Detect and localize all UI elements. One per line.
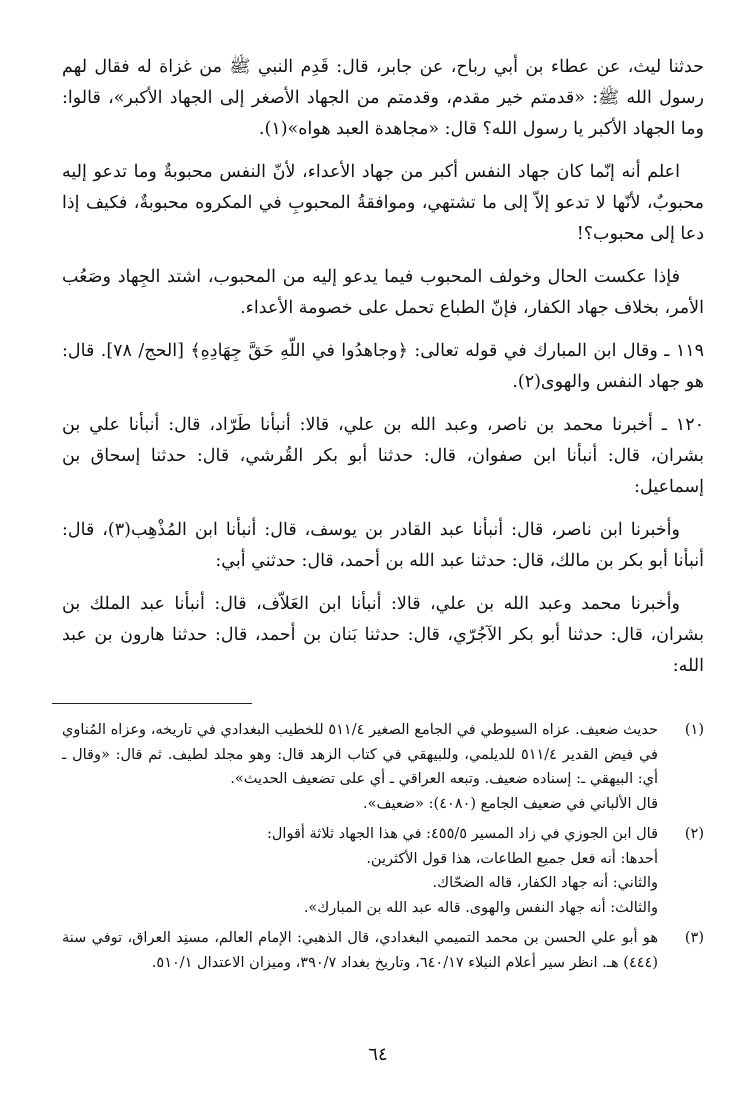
footnote-text: والثاني: أنه جهاد الكفار، قاله الضحّاك. [432, 875, 658, 891]
main-text [62, 52, 704, 694]
footnote-text: حديث ضعيف. عزاه السيوطي في الجامع الصغير ٥١١/٤ للخطيب البغدادي في تاريخه، وعزاه المُناوي في فيض القدير ٥١١/٤ للديلمي، وللبيهقي في كتاب الزهد قال: وهو مجلد لطيف. ثم قال: «وقال ـ أي: البيهقي ـ: إسناده ضعيف. وتبعه العراقي ـ أي على تضعيف الحديث». [62, 722, 658, 787]
footnote-number: (٢) [684, 826, 704, 842]
footnotes [62, 718, 704, 981]
footnote-text: أحدها: أنه فعل جميع الطاعات، هذا قول الأكثرين. [366, 850, 658, 867]
footnote-text: هو أبو علي الحسن بن محمد التميمي البغدادي، قال الذهبي: الإمام العالم، مسنِد العراق، توفي سنة (٤٤٤) هـ. انظر سير أعلام النبلاء ٦٤٠/١٧، وتاريخ بغداد ٣٩٠/٧، وميزان الاعتدال ٥١٠/١. [62, 930, 658, 971]
footnote-number: (١) [684, 722, 704, 738]
paragraph-explanation: اعلم أنه إنّما كان جهاد النفس أكبر من جهاد الأعداء، لأنّ النفس محبوبةٌ وما تدعو إليه محبوبٌ، لأنّها لا تدعو إلاّ إلى ما تشتهي، وموافقةُ المحبوبِ في المكروه محبوبةٌ، فكيف إذا دعا إلى محبوب؟! [62, 162, 704, 244]
paragraph-chain-3: وأخبرنا محمد وعبد الله بن علي، قالا: أنبأنا ابن العَلاّف، قال: أنبأنا عبد الملك بن بشران، قال: حدثنا أبو بكر الآجُرّي، قال: حدثنا بَنان بن أحمد، قال: حدثنا هارون بن عبد الله: [62, 594, 704, 676]
paragraph-119: ١١٩ ـ وقال ابن المبارك في قوله تعالى: ﴿وجاهدُوا في اللّهِ حَقَّ جِهَادِهِ﴾ [الحج/ ٧٨]. قال: هو جهاد النفس والهوى(٢). [62, 341, 705, 392]
paragraph-chain-2: وأخبرنا ابن ناصر، قال: أنبأنا عبد القادر بن يوسف، قال: أنبأنا ابن المُذْهِب(٣)، قال: أنبأنا أبو بكر بن مالك، قال: حدثنا عبد الله بن أحمد، قال: حدثني أبي: [62, 520, 704, 571]
paragraph-120: ١٢٠ ـ أخبرنا محمد بن ناصر، وعبد الله بن علي، قالا: أنبأنا طَرّاد، قال: أنبأنا علي بن بشران، قال: أنبأنا ابن صفوان، قال: حدثنا أبو بكر القُرشي، قال: حدثنا إسحاق بن إسماعيل: [62, 415, 704, 497]
paragraph-reversal: فإذا عكست الحال وخولف المحبوب فيما يدعو إليه من المحبوب، اشتد الجِهاد وصَعُب الأمر، بخلاف جهاد الكفار، فإنّ الطباع تحمل على خصومة الأعداء. [62, 267, 704, 318]
footnote-text: قال ابن الجوزي في زاد المسير ٤٥٥/٥: في هذا الجهاد ثلاثة أقوال: [267, 826, 658, 842]
footnote-separator [52, 703, 252, 704]
footnote-2 [62, 822, 704, 920]
page-number: ٦٤ [368, 1044, 388, 1065]
footnote-1 [62, 718, 704, 816]
footnote-number: (٣) [684, 930, 704, 946]
footnote-text: قال الألباني في ضعيف الجامع (٤٠٨٠): «ضعيف». [363, 795, 658, 812]
paragraph-hadith: حدثنا ليث، عن عطاء بن أبي رباح، عن جابر، قال: قَدِم النبي ﷺ من غزاة له فقال لهم رسول الله ﷺ: «قدمتم خير مقدم، وقدمتم من الجهاد الأصغر إلى الجهاد الأكبر»، قالوا: وما الجهاد الأكبر يا رسول الله؟ قال: «مجاهدة العبد هواه»(١). [62, 57, 704, 139]
footnote-3 [62, 926, 704, 975]
footnote-text: والثالث: أنه جهاد النفس والهوى. قاله عبد الله بن المبارك». [303, 899, 658, 916]
